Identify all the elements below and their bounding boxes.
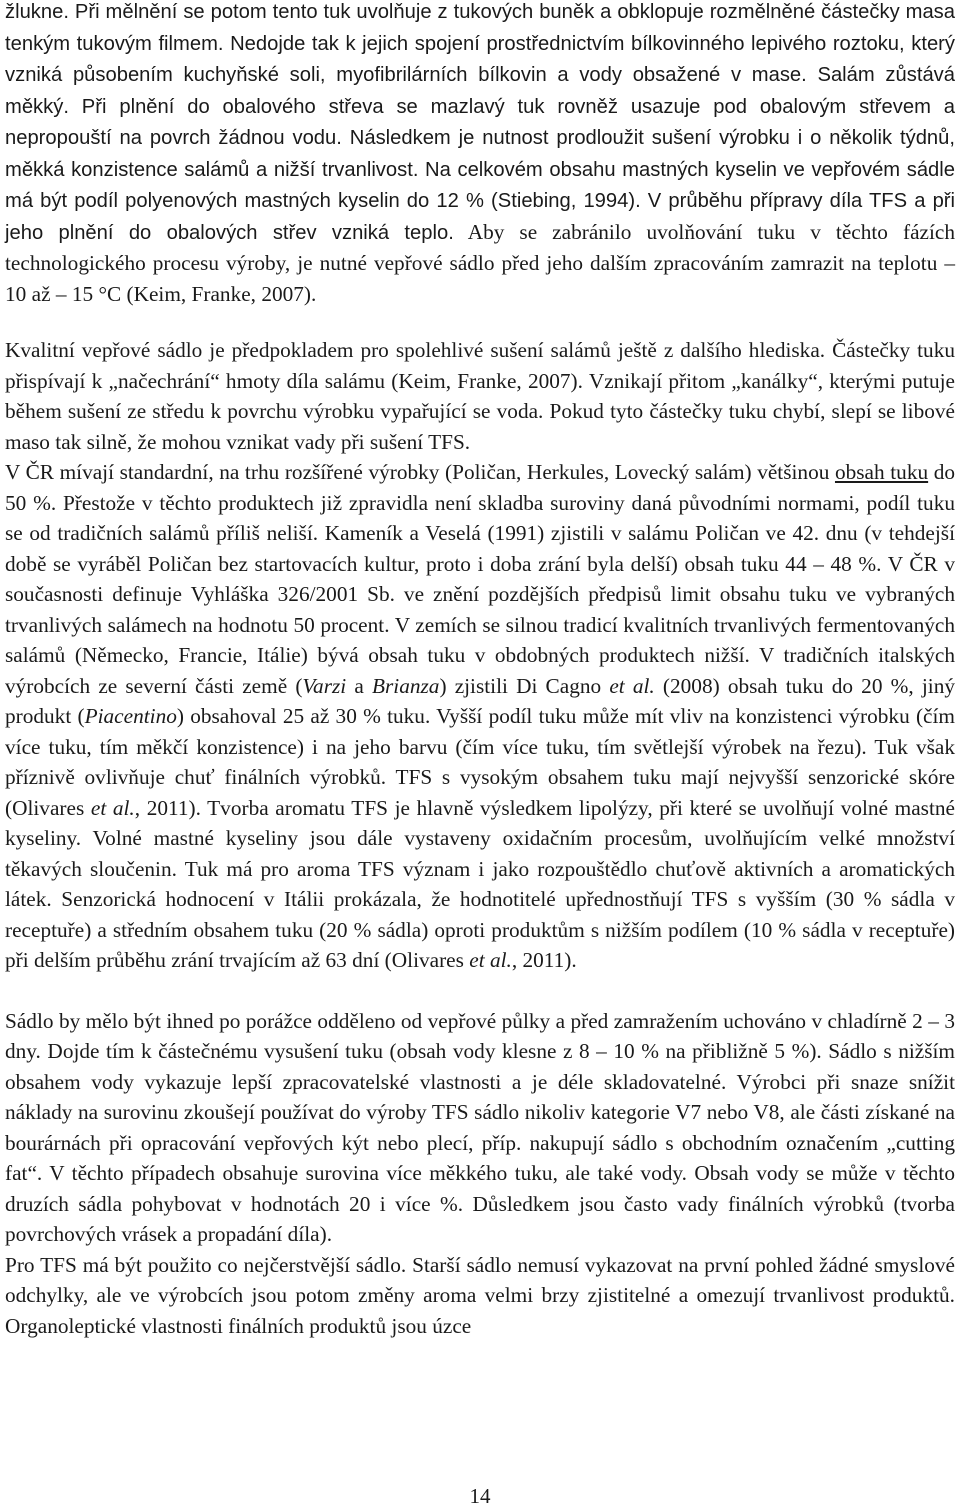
text-run: (2008) obsah tuku do 20 %, jiný produkt ( [5,673,955,728]
italic-citation: et al. [469,948,512,972]
italic-product-name: Varzi [302,673,347,698]
text-run: žlukne. Při mělnění se potom tento tuk uvolňuje z tukových buněk a obklopuje rozmělněné částečky masa tenkým tukovým filmem. Nedojde tak k jejich spojení prostřednictvím bílkovinného lepivého roztoku, který vzniká působením kuchyňské soli, myofibrilárních bílkovin a vody obsažené v mase. Salám zůstává měkký. Při plnění do obalového střeva se mazlavý tuk rovněž usazuje pod obalovým střevem a nepropouští na povrch žádnou vodu. Následkem je nutnost prodloužit sušení výrobku i o několik týdnů, měkká konzistence salámů a nižší trvanlivost. Na celkovém obsahu mastných kyselin ve vepřovém sádle má být podíl polyenových mastných kyselin do 12 % (Stiebing, 1994). V průběhu přípravy díla TFS a při jeho plnění do obalových střev vzniká teplo. [5,1,955,244]
text-run: , 2011). [511,948,577,972]
text-run: do 50 %. Přestože v těchto produktech již zpravidla není skladba suroviny daná původními normami, podíl tuku se od tradičních salámů příliš neliší. Kameník a Veselá (1991) zjistili v salámu Poličan ve 42. dnu (v tehdejší době se vyráběl Poličan bez startovacích kultur, proto i doba zrání byla delší) obsah tuku 44 – 48 %. V ČR v současnosti definuje Vyhláška 326/2001 Sb. ve znění pozdějších předpisů limit obsahu tuku ve vybraných trvanlivých salámech na hodnotu 50 procent. V zemích se silnou tradicí kvalitních trvanlivých fermentovaných salámů (Německo, Francie, Itálie) bývá obsah tuku v obdobných produktech nižší. V tradičních italských výrobcích ze severní části země ( [5,460,956,698]
paragraph-fresh-fat [5,1250,955,1342]
paragraph-fat-content [5,457,955,976]
text-run: V ČR mívají standardní, na trhu rozšířené výrobky (Poličan, Herkules, Lovecký salám) většinou [5,460,835,484]
text-run: Aby se zabránilo uvolňování tuku v těchto fázích technologického procesu výroby, je nutné vepřové sádlo před jeho dalším zpracováním zamrazit na teplotu – 10 až – 15 °C (Keim, Franke, 2007). [5,219,955,306]
text-run: Sádlo by mělo být ihned po porážce odděleno od vepřové půlky a před zamražením uchováno v chladírně 2 – 3 dny. Dojde tím k částečnému vysušení tuku (obsah vody klesne z 8 – 10 % na přibližně 5 %). Sádlo s nižším obsahem vody vykazuje lepší zpracovatelské vlastnosti a je déle skladovatelné. Výrobci při snaze snížit náklady na surovinu zkoušejí používat do výroby TFS sádlo nikoliv kategorie V7 nebo V8, ale části získané na bourárnách při opracování vepřových kýt nebo plecí, příp. nakupují sádlo s obchodním označením „cutting fat“. V těchto případech obsahuje surovina více měkkého tuku, ale také vody. Obsah vody se může v těchto druzích sádla pohybovat v hodnotách 20 i více %. Důsledkem jsou často vady finálních výrobků (tvorba povrchových vrásek a propadání díla). [5,1008,955,1246]
page-number: 14 [469,1484,491,1508]
italic-citation: et al. [90,795,135,820]
text-run: a [346,673,372,698]
text-run: Kvalitní vepřové sádlo je předpokladem pro spolehlivé sušení salámů ještě z dalšího hlediska. Částečky tuku přispívají k „načechrání“ hmoty díla salámu (Keim, Franke, 2007). Vznikají přitom „kanálky“, kterými putuje během sušení ze středu k povrchu výrobku vypařující se voda. Pokud tyto částečky tuku chybí, slepí se libové maso tak silně, že mohou vznikat vady při sušení TFS. [5,338,955,454]
underlined-term: obsah tuku [834,460,929,484]
paragraph-fat-quality [5,335,955,457]
document-page [5,0,955,1341]
italic-product-name: Piacentino [84,704,177,728]
text-run: ) obsahoval 25 až 30 % tuku. Vyšší podíl tuku může mít vliv na konzistenci výrobku (čím více tuku, tím měkčí konzistence) i na jeho barvu (čím více tuku, tím světlejší výrobek na řezu). Tuk však příznivě ovlivňuje chuť finálních výrobků. TFS s vysokým obsahem tuku mají nejvyšší senzorické skóre (Olivares [5,704,955,820]
text-run: Pro TFS má být použito co nejčerstvější sádlo. Starší sádlo nemusí vykazovat na první pohled žádné smyslové odchylky, ale ve výrobcích jsou potom změny aroma velmi brzy zjistitelné a omezují trvanlivost produktů. Organoleptické vlastnosti finálních produktů jsou úzce [5,1252,955,1338]
italic-product-name: Brianza [371,673,440,698]
text-run: , 2011). Tvorba aromatu TFS je hlavně výsledkem lipolýzy, při které se uvolňují volné mastné kyseliny. Volné mastné kyseliny jsou dále vystaveny oxidačním procesům, uvolňujícím velké množství těkavých sloučenin. Tuk má pro aroma TFS význam i jako rozpouštědlo chuťově aktivních a aromatických látek. Senzorická hodnocení v Itálii prokázala, že hodnotitelé upřednostňují TFS s vyšším (30 % sádla v receptuře) a středním obsahem tuku (20 % sádla) oproti produktům s nižším podílem (10 % sádla v receptuře) při delším průběhu zrání trvajícím až 63 dní (Olivares [5,795,955,972]
paragraph-fat-storage [5,1006,955,1250]
text-run: ) zjistili Di Cagno [439,673,610,698]
italic-citation: et al. [609,673,655,698]
paragraph-fat-release [5,0,955,309]
